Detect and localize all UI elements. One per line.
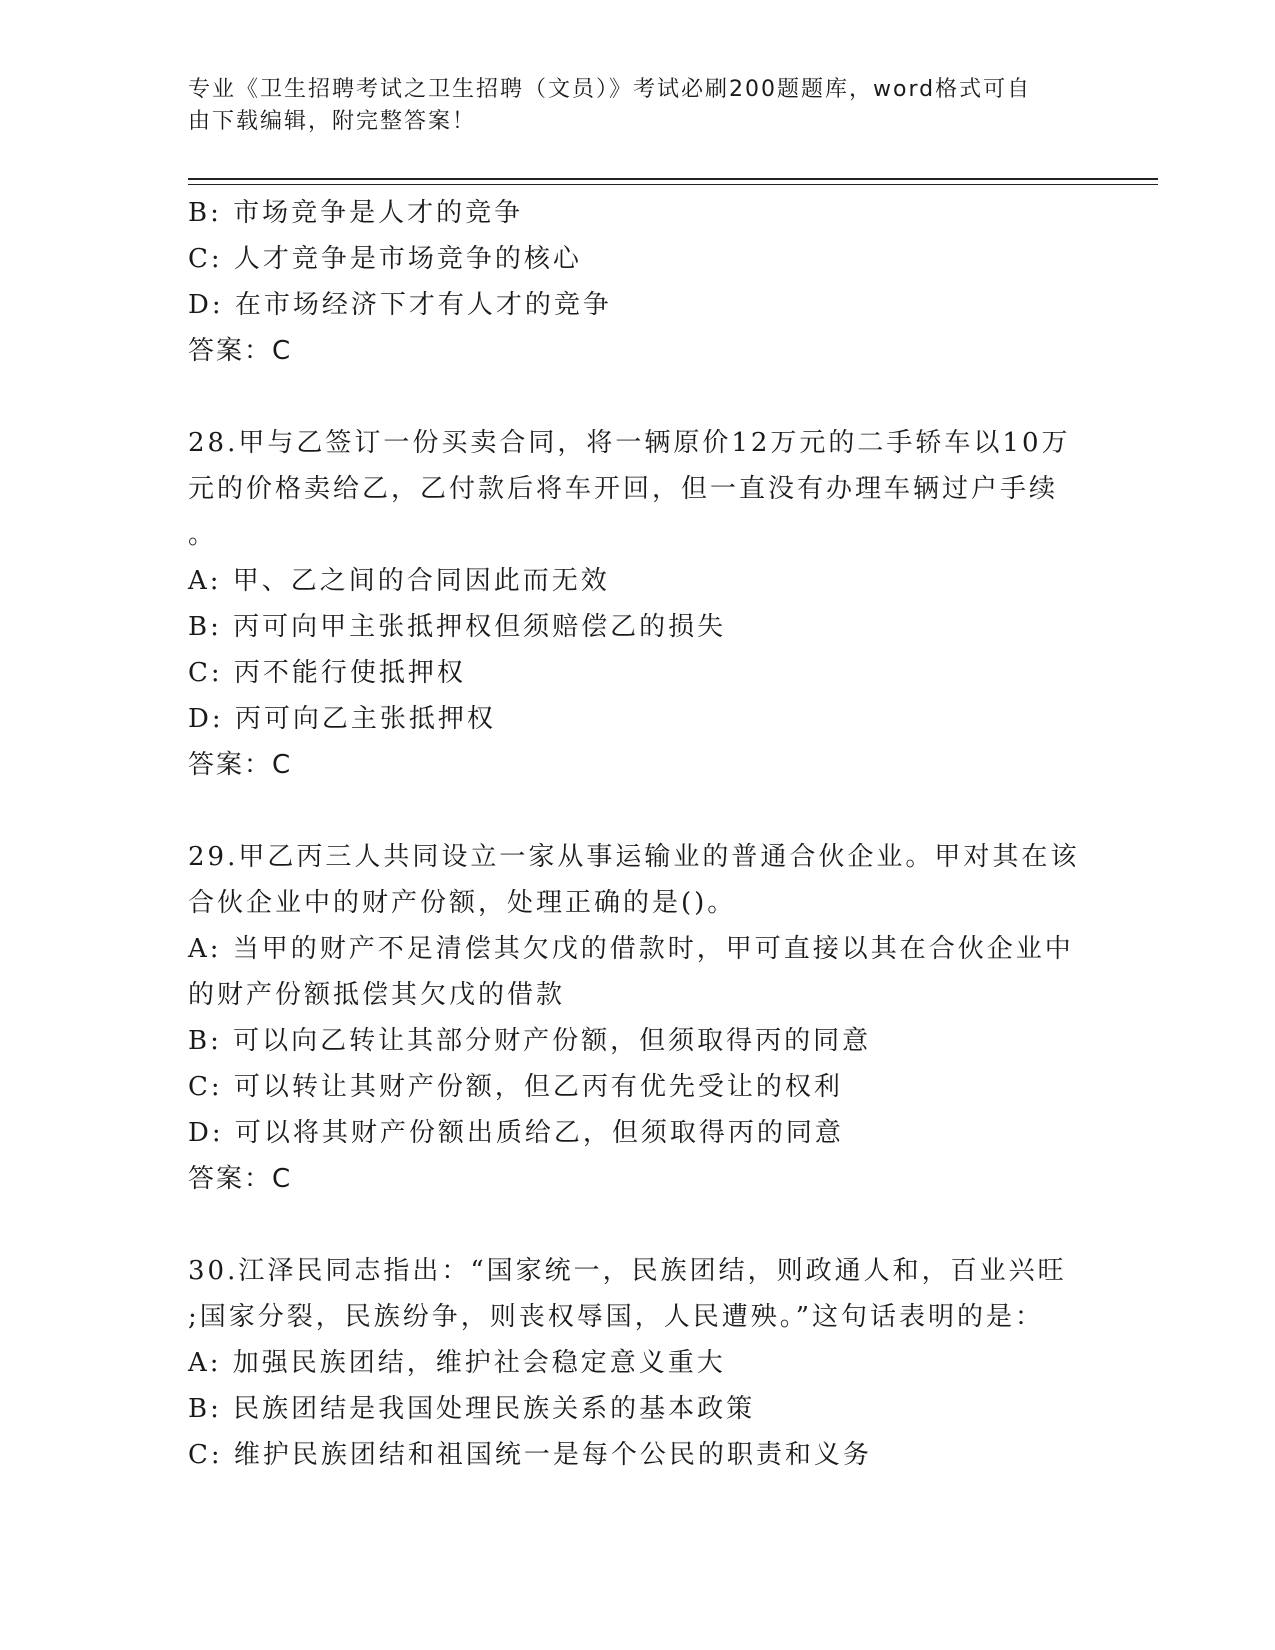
question-gap <box>188 374 1078 420</box>
document-header <box>188 74 1068 138</box>
q30-option-b: B: 民族团结是我国处理民族关系的基本政策 <box>188 1394 756 1424</box>
q30-option-c: C: 维护民族团结和祖国统一是每个公民的职责和义务 <box>188 1440 872 1470</box>
q28-option-d: D: 丙可向乙主张抵押权 <box>188 704 496 734</box>
question-gap <box>188 1202 1078 1248</box>
q30-stem-line-2: ;国家分裂，民族纷争，则丧权辱国，人民遭殃。”这句话表明的是： <box>188 1302 1045 1332</box>
q28-answer: 答案：C <box>188 750 293 780</box>
q29-option-b: B: 可以向乙转让其部分财产份额，但须取得丙的同意 <box>188 1026 872 1056</box>
q27-option-c: C: 人才竞争是市场竞争的核心 <box>188 244 582 274</box>
q30-option-a: A: 加强民族团结，维护社会稳定意义重大 <box>188 1348 726 1378</box>
question-30 <box>188 1248 1078 1478</box>
header-line-2: 由下载编辑，附完整答案！ <box>188 109 477 134</box>
q28-stem-line-2: 元的价格卖给乙，乙付款后将车开回，但一直没有办理车辆过户手续 <box>188 474 1059 504</box>
q29-option-a-line-2: 的财产份额抵偿其欠戊的借款 <box>188 980 566 1010</box>
q30-stem-line-1: 30.江泽民同志指出：“国家统一，民族团结，则政通人和，百业兴旺 <box>188 1256 1067 1286</box>
header-line-1: 专业《卫生招聘考试之卫生招聘（文员）》考试必刷200题题库，word格式可自 <box>188 77 1032 102</box>
q29-option-d: D: 可以将其财产份额出质给乙，但须取得丙的同意 <box>188 1118 844 1148</box>
q27-option-b: B: 市场竞争是人才的竞争 <box>188 198 524 228</box>
q28-option-a: A: 甲、乙之间的合同因此而无效 <box>188 566 610 596</box>
q29-option-c: C: 可以转让其财产份额，但乙丙有优先受让的权利 <box>188 1072 843 1102</box>
q28-option-c: C: 丙不能行使抵押权 <box>188 658 466 688</box>
header-divider-thin <box>188 184 1158 185</box>
q28-stem-line-1: 28.甲与乙签订一份买卖合同，将一辆原价12万元的二手轿车以10万 <box>188 428 1071 458</box>
question-gap <box>188 788 1078 834</box>
question-29 <box>188 834 1078 1202</box>
q28-option-b: B: 丙可向甲主张抵押权但须赔偿乙的损失 <box>188 612 727 642</box>
q27-option-d: D: 在市场经济下才有人才的竞争 <box>188 290 612 320</box>
q29-stem-line-2: 合伙企业中的财产份额，处理正确的是()。 <box>188 888 737 918</box>
q28-stem-line-3: 。 <box>188 520 218 550</box>
question-28 <box>188 420 1078 788</box>
q29-option-a-line-1: A: 当甲的财产不足清偿其欠戊的借款时，甲可直接以其在合伙企业中 <box>188 934 1074 964</box>
header-divider-thick <box>188 178 1158 180</box>
q29-stem-line-1: 29.甲乙丙三人共同设立一家从事运输业的普通合伙企业。甲对其在该 <box>188 842 1080 872</box>
q29-answer: 答案：C <box>188 1164 293 1194</box>
question-list <box>188 190 1078 1478</box>
question-27 <box>188 190 1078 374</box>
q27-answer: 答案：C <box>188 336 293 366</box>
